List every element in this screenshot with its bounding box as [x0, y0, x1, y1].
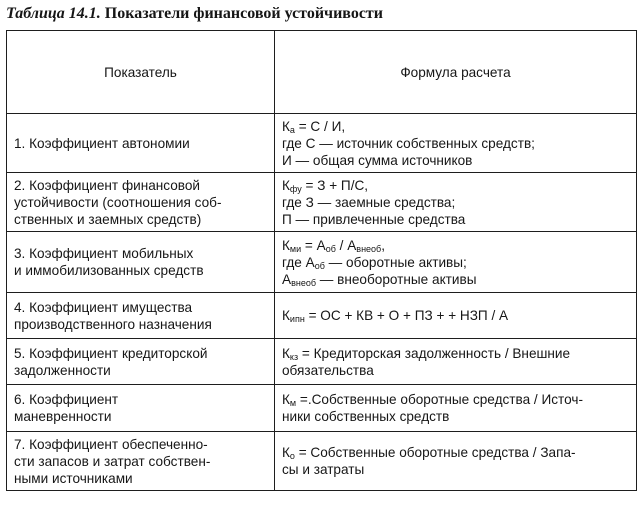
- indicator-cell: [7, 432, 275, 491]
- formula-subscript: кз: [289, 351, 299, 362]
- indicator-line: 2. Коэффициент финансовой: [14, 177, 201, 193]
- table-row: [7, 339, 637, 385]
- formula-line: $К_а = С / И$,: [282, 118, 346, 135]
- formula-subscript: ипн: [289, 314, 305, 324]
- formula-line: $К_м$ =.Собственные оборотные средства / Источ-: [282, 392, 583, 408]
- formula-line: $К_{ипн}$ = ОС + КВ + О + ПЗ + + НЗП / А: [282, 308, 509, 324]
- indicator-line: 4. Коэффициент имущества: [14, 299, 193, 315]
- table-row: [7, 232, 637, 293]
- indicator-line: 7. Коэффициент обеспеченно-: [14, 436, 208, 452]
- caption-title: Показатели финансовой устойчивости: [104, 5, 383, 22]
- formula-cell: [275, 232, 637, 293]
- indicator-line: ственных и заемных средств): [14, 211, 202, 227]
- formula-subscript: о: [289, 451, 295, 461]
- indicator-cell: [7, 385, 275, 432]
- formula-line: обязательства: [282, 362, 374, 378]
- indicator-line: маневренности: [14, 409, 112, 424]
- formula-subscript: м: [289, 398, 297, 408]
- formula-line: где С — источник собственных средств;: [282, 135, 535, 151]
- formula-cell: [275, 293, 637, 339]
- indicator-line: устойчивости (соотношения соб-: [14, 194, 222, 210]
- indicator-line: задолженности: [14, 362, 111, 378]
- table-row: [7, 293, 637, 339]
- table-row: [7, 173, 637, 232]
- formula-cell: [275, 173, 637, 232]
- formula-line: П — привлеченные средства: [282, 211, 466, 227]
- formula-line: И — общая сумма источников: [282, 152, 473, 168]
- table-row: [7, 114, 637, 173]
- formula-line: сы и затраты: [282, 462, 365, 477]
- formula-subscript: об: [325, 243, 336, 254]
- formula-subscript: внеоб: [356, 243, 382, 254]
- indicator-line: производственного назначения: [14, 316, 212, 332]
- indicator-cell: [7, 114, 275, 173]
- indicator-cell: [7, 293, 275, 339]
- formula-cell: [275, 339, 637, 385]
- formula-line: $А_{внеоб}$ — внеоборотные активы: [282, 271, 477, 288]
- indicator-line: 1. Коэффициент автономии: [14, 135, 190, 151]
- header-row: [7, 31, 637, 114]
- financial-stability-table: [6, 30, 637, 491]
- indicator-line: 5. Коэффициент кредиторской: [14, 345, 208, 361]
- formula-subscript: фу: [289, 183, 302, 194]
- indicator-cell: [7, 339, 275, 385]
- header-indicator: Показатель: [7, 31, 275, 114]
- indicator-line: 3. Коэффициент мобильных: [14, 246, 194, 261]
- table-row: [7, 385, 637, 432]
- formula-line: где З — заемные средства;: [282, 194, 456, 210]
- formula-line: $К_{фу} = З + П/С$,: [282, 177, 369, 194]
- table-row: [7, 432, 637, 491]
- formula-subscript: а: [289, 124, 295, 135]
- indicator-line: 6. Коэффициент: [14, 392, 119, 407]
- formula-line: $К_{ми} = А_{об} / А_{внеоб}$,: [282, 237, 385, 254]
- formula-line: $К_{кз}$ = Кредиторская задолженность / Внешние: [282, 345, 571, 362]
- formula-cell: [275, 432, 637, 491]
- formula-subscript: внеоб: [291, 277, 316, 288]
- indicator-cell: [7, 232, 275, 293]
- table-caption: [6, 4, 636, 24]
- caption-label: Таблица 14.1.: [6, 5, 101, 22]
- formula-line: ники собственных средств: [282, 409, 450, 424]
- formula-subscript: ми: [289, 243, 302, 254]
- indicator-cell: [7, 173, 275, 232]
- formula-line: где $А_{об}$ — оборотные активы;: [282, 254, 467, 271]
- indicator-line: ными источниками: [14, 470, 133, 486]
- formula-cell: [275, 114, 637, 173]
- formula-line: $К_о$ = Собственные оборотные средства / Запа-: [282, 445, 576, 461]
- header-formula: Формула расчета: [275, 31, 637, 114]
- indicator-line: и иммобилизованных средств: [14, 263, 204, 278]
- formula-cell: [275, 385, 637, 432]
- indicator-line: сти запасов и затрат собствен-: [14, 453, 211, 469]
- formula-subscript: об: [314, 260, 325, 271]
